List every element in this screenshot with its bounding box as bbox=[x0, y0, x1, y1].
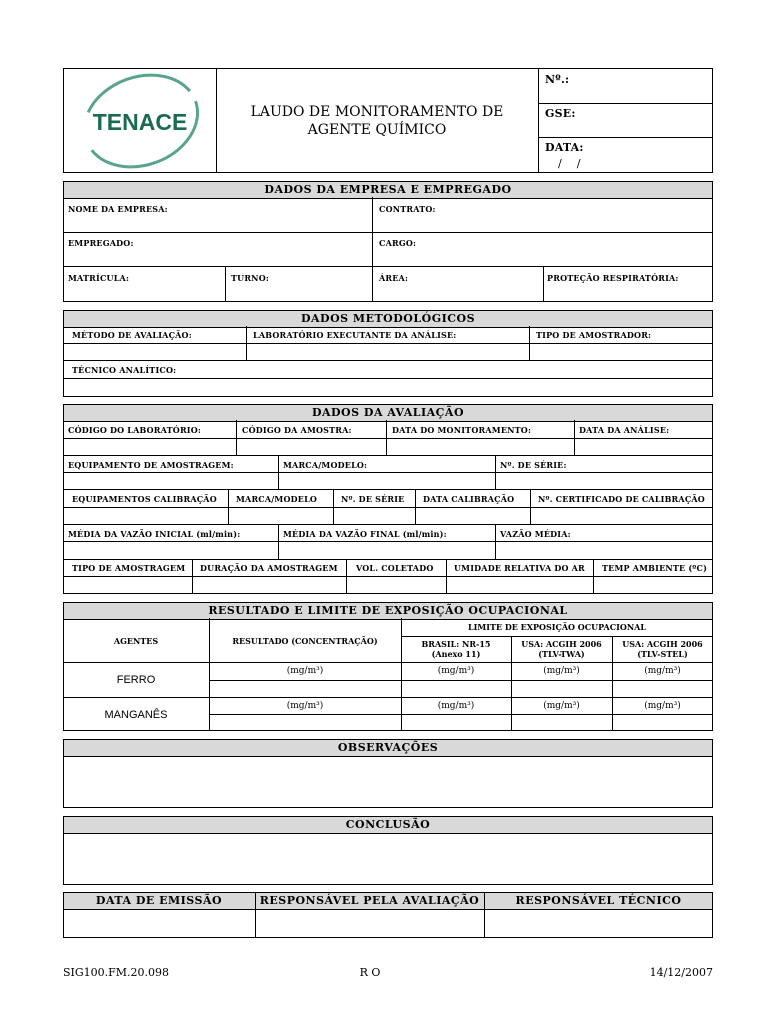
manganes-brasil-unit[interactable]: (mg/m³) bbox=[437, 701, 475, 711]
contrato-field[interactable]: CONTRATO: bbox=[379, 204, 436, 214]
responsavel-avaliacao-header: RESPONSÁVEL PELA AVALIAÇÃO bbox=[259, 894, 480, 907]
data-analise-field[interactable]: DATA DA ANÁLISE: bbox=[579, 425, 670, 435]
section-title-metodologicos: DADOS METODOLÓGICOS bbox=[64, 311, 712, 328]
matricula-field[interactable]: MATRÍCULA: bbox=[68, 273, 130, 283]
agent-manganes: MANGANÊS bbox=[104, 709, 168, 721]
serie2-field[interactable]: Nº. DE SÉRIE bbox=[341, 494, 405, 504]
resultado-header: RESULTADO (CONCENTRAÇÃO) bbox=[232, 636, 378, 646]
twa-line-2: (TLV-TWA) bbox=[538, 649, 585, 659]
ferro-resultado-unit[interactable]: (mg/m³) bbox=[286, 666, 324, 676]
laboratorio-field[interactable]: LABORATÓRIO EXECUTANTE DA ANÁLISE: bbox=[253, 330, 457, 340]
data-value[interactable]: / / bbox=[558, 157, 581, 170]
title-line-2: AGENTE QUÍMICO bbox=[307, 122, 447, 138]
footer-date: 14/12/2007 bbox=[649, 966, 713, 979]
agent-ferro: FERRO bbox=[116, 674, 156, 686]
tipo-amostragem-field[interactable]: TIPO DE AMOSTRAGEM bbox=[72, 563, 186, 573]
stel-header bbox=[612, 639, 713, 659]
numero-label: Nº.: bbox=[545, 73, 570, 86]
ferro-brasil-unit[interactable]: (mg/m³) bbox=[437, 666, 475, 676]
temp-field[interactable]: TEMP AMBIENTE (ºC) bbox=[602, 563, 708, 573]
nome-empresa-field[interactable]: NOME DA EMPRESA: bbox=[68, 204, 168, 214]
marca-modelo-field[interactable]: MARCA/MODELO: bbox=[283, 460, 368, 470]
section-title-avaliacao: DADOS DA AVALIAÇÃO bbox=[64, 405, 712, 422]
area-field[interactable]: ÁREA: bbox=[379, 273, 409, 283]
vazao-final-field[interactable]: MÉDIA DA VAZÃO FINAL (ml/min): bbox=[283, 529, 447, 539]
equipamento-field[interactable]: EQUIPAMENTO DE AMOSTRAGEM: bbox=[68, 460, 234, 470]
codigo-lab-field[interactable]: CÓDIGO DO LABORATÓRIO: bbox=[68, 425, 202, 435]
protecao-field[interactable]: PROTEÇÃO RESPIRATÓRIA: bbox=[547, 273, 679, 283]
brasil-line-2: (Anexo 11) bbox=[431, 649, 481, 659]
responsavel-avaliacao-field[interactable] bbox=[256, 910, 483, 937]
serie-field[interactable]: Nº. DE SÉRIE: bbox=[500, 460, 567, 470]
section-conclusao[interactable] bbox=[63, 816, 713, 885]
ferro-stel-unit[interactable]: (mg/m³) bbox=[644, 666, 681, 676]
section-title-resultado: RESULTADO E LIMITE DE EXPOSIÇÃO OCUPACIONAL bbox=[64, 603, 712, 620]
marca-modelo2-field[interactable]: MARCA/MODELO bbox=[236, 494, 318, 504]
stel-line-1: USA: ACGIH 2006 bbox=[622, 639, 703, 649]
data-emissao-field[interactable] bbox=[64, 910, 254, 937]
metodo-field[interactable]: MÉTODO DE AVALIAÇÃO: bbox=[72, 330, 192, 340]
brasil-line-1: BRASIL: NR-15 bbox=[421, 639, 491, 649]
certificado-field[interactable]: Nº. CERTIFICADO DE CALIBRAÇÃO bbox=[538, 494, 705, 504]
twa-header bbox=[511, 639, 612, 659]
brasil-header bbox=[401, 639, 511, 659]
document-title bbox=[216, 103, 538, 139]
equip-calibracao-field[interactable]: EQUIPAMENTOS CALIBRAÇÃO bbox=[72, 494, 217, 504]
empregado-field[interactable]: EMPREGADO: bbox=[68, 238, 134, 248]
section-title-empresa: DADOS DA EMPRESA E EMPREGADO bbox=[64, 182, 712, 199]
vol-coletado-field[interactable]: VOL. COLETADO bbox=[356, 563, 434, 573]
cargo-field[interactable]: CARGO: bbox=[379, 238, 417, 248]
umidade-field[interactable]: UMIDADE RELATIVA DO AR bbox=[454, 563, 585, 573]
section-title-conclusao: CONCLUSÃO bbox=[64, 817, 712, 834]
duracao-field[interactable]: DURAÇÃO DA AMOSTRAGEM bbox=[200, 563, 338, 573]
codigo-amostra-field[interactable]: CÓDIGO DA AMOSTRA: bbox=[242, 425, 352, 435]
logo-text: TENACE bbox=[92, 109, 188, 135]
responsavel-tecnico-field[interactable] bbox=[485, 910, 712, 937]
manganes-twa-unit[interactable]: (mg/m³) bbox=[543, 701, 580, 711]
tipo-amostrador-field[interactable]: TIPO DE AMOSTRADOR: bbox=[536, 330, 652, 340]
turno-field[interactable]: TURNO: bbox=[231, 273, 270, 283]
section-title-observacoes: OBSERVAÇÕES bbox=[64, 740, 712, 757]
vazao-inicial-field[interactable]: MÉDIA DA VAZÃO INICIAL (ml/min): bbox=[68, 529, 241, 539]
gse-label: GSE: bbox=[545, 107, 576, 120]
data-label: DATA: bbox=[545, 141, 584, 154]
section-observacoes[interactable] bbox=[63, 739, 713, 808]
manganes-resultado-unit[interactable]: (mg/m³) bbox=[286, 701, 324, 711]
twa-line-1: USA: ACGIH 2006 bbox=[521, 639, 602, 649]
footer-code: SIG100.FM.20.098 bbox=[63, 966, 170, 979]
data-emissao-header: DATA DE EMISSÃO bbox=[95, 894, 223, 907]
data-monitoramento-field[interactable]: DATA DO MONITORAMENTO: bbox=[392, 425, 532, 435]
company-logo bbox=[68, 72, 213, 170]
data-calibracao-field[interactable]: DATA CALIBRAÇÃO bbox=[423, 494, 515, 504]
vazao-media-field[interactable]: VAZÃO MÉDIA: bbox=[500, 529, 571, 539]
stel-line-2: (TLV-STEL) bbox=[637, 649, 688, 659]
ferro-twa-unit[interactable]: (mg/m³) bbox=[543, 666, 580, 676]
title-line-1: LAUDO DE MONITORAMENTO DE bbox=[250, 104, 504, 120]
limite-header: LIMITE DE EXPOSIÇÃO OCUPACIONAL bbox=[468, 622, 646, 632]
footer-revision: R O bbox=[359, 966, 381, 979]
section-metodologicos bbox=[63, 310, 713, 397]
manganes-stel-unit[interactable]: (mg/m³) bbox=[644, 701, 681, 711]
responsavel-tecnico-header: RESPONSÁVEL TÉCNICO bbox=[515, 894, 682, 907]
tecnico-field[interactable]: TÉCNICO ANALÍTICO: bbox=[72, 365, 177, 375]
agentes-header: AGENTES bbox=[113, 636, 159, 646]
